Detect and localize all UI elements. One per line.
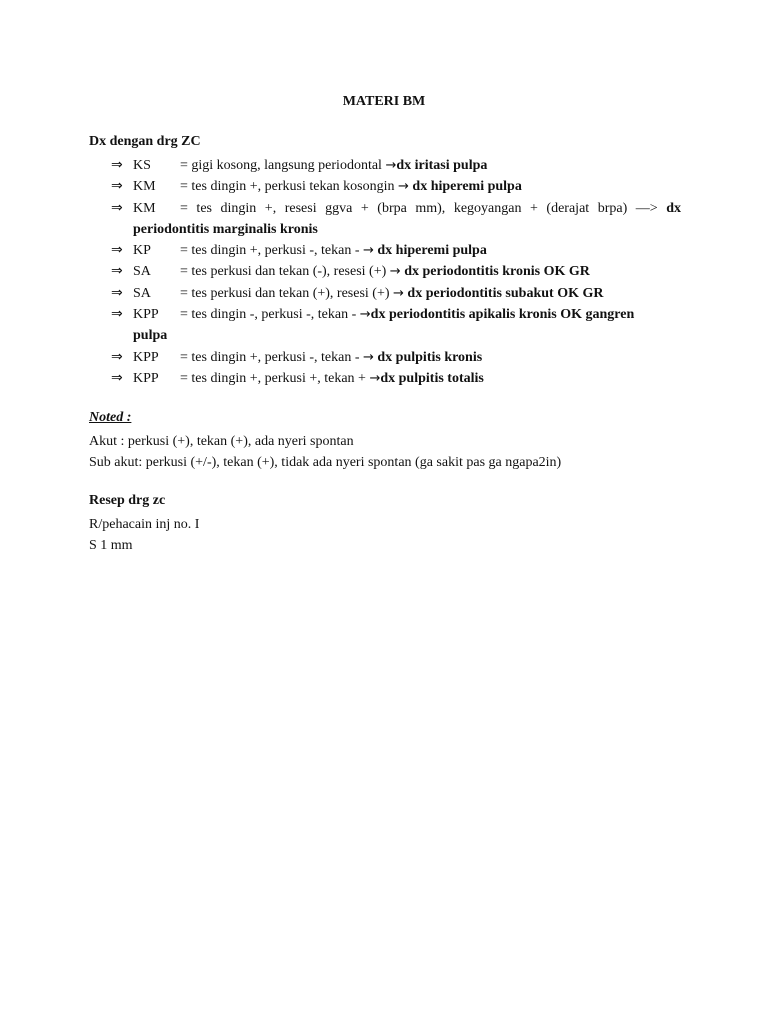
dx-diagnosis: dx pulpitis kronis — [373, 349, 483, 365]
dx-code: KM — [133, 179, 156, 195]
implies-arrow-icon: ⇒ — [111, 178, 123, 195]
dx-diagnosis-continued: pulpa — [133, 328, 168, 344]
dx-criteria: = tes dingin +, perkusi -, tekan - → dx hiperemi pulpa — [180, 243, 487, 259]
dx-code: KPP — [133, 307, 159, 323]
dx-code: KPP — [133, 370, 159, 386]
dx-list — [111, 155, 681, 389]
dx-code: SA — [133, 264, 151, 280]
dx-code: SA — [133, 285, 151, 301]
right-arrow-icon: → — [398, 179, 409, 195]
implies-arrow-icon: ⇒ — [111, 199, 123, 216]
dx-diagnosis: dx hiperemi pulpa — [408, 179, 522, 195]
list-item — [111, 261, 681, 282]
right-arrow-icon: → — [393, 285, 404, 301]
implies-arrow-icon: ⇒ — [111, 306, 123, 323]
list-item — [111, 198, 681, 241]
implies-arrow-icon: ⇒ — [111, 157, 123, 173]
noted-line: Akut : perkusi (+), tekan (+), ada nyeri spontan — [89, 434, 354, 449]
dx-diagnosis-continued: periodontitis marginalis kronis — [133, 221, 318, 237]
right-arrow-icon: → — [362, 349, 374, 365]
dx-code: KS — [133, 158, 151, 173]
right-arrow-icon: → — [385, 158, 397, 173]
implies-arrow-icon: ⇒ — [111, 369, 123, 386]
dx-code: KM — [133, 200, 156, 216]
dx-diagnosis: dx iritasi pulpa — [396, 158, 488, 173]
noted-heading: Noted : — [89, 410, 132, 425]
noted-line: Sub akut: perkusi (+/-), tekan (+), tidak ada nyeri spontan (ga sakit pas ga ngapa2in) — [89, 455, 562, 470]
dx-criteria: = gigi kosong, langsung periodontal →dx iritasi pulpa — [180, 158, 488, 173]
dx-code: KPP — [133, 349, 159, 365]
list-item — [111, 347, 681, 368]
dx-criteria: = tes dingin +, perkusi +, tekan + →dx pulpitis totalis — [180, 370, 484, 386]
dx-criteria: = tes dingin +, resesi ggva + (brpa mm), kegoyangan + (derajat brpa) —> dx — [180, 200, 681, 216]
dx-criteria: = tes perkusi dan tekan (-), resesi (+) → dx periodontitis kronis OK GR — [180, 264, 590, 280]
right-arrow-icon: → — [369, 370, 381, 386]
right-arrow-icon: → — [359, 307, 371, 323]
dx-diagnosis: dx periodontitis apikalis kronis OK gangren — [370, 307, 635, 323]
list-item — [111, 176, 681, 197]
resep-line: S 1 mm — [89, 538, 133, 553]
dx-diagnosis: dx periodontitis kronis OK GR — [400, 264, 590, 280]
list-item — [111, 155, 681, 176]
resep-line: R/pehacain inj no. I — [89, 517, 200, 532]
list-item — [111, 304, 681, 347]
list-item — [111, 368, 681, 389]
dx-diagnosis: dx — [666, 200, 681, 216]
list-item — [111, 283, 681, 304]
implies-arrow-icon: ⇒ — [111, 348, 123, 365]
dx-criteria: = tes dingin +, perkusi tekan kosongin → dx hiperemi pulpa — [180, 179, 522, 195]
implies-arrow-icon: ⇒ — [111, 284, 123, 301]
right-arrow-icon: → — [389, 264, 401, 280]
right-arrow-icon: → — [362, 243, 374, 259]
dx-heading: Dx dengan drg ZC — [89, 134, 201, 149]
dx-diagnosis: dx pulpitis totalis — [380, 370, 484, 386]
dx-diagnosis: dx hiperemi pulpa — [373, 243, 487, 259]
dx-code: KP — [133, 243, 151, 259]
implies-arrow-icon: ⇒ — [111, 263, 123, 280]
resep-heading: Resep drg zc — [89, 493, 166, 508]
dx-diagnosis: dx periodontitis subakut OK GR — [403, 285, 604, 301]
dx-criteria: = tes perkusi dan tekan (+), resesi (+) → dx periodontitis subakut OK GR — [180, 285, 604, 301]
dx-criteria: = tes dingin +, perkusi -, tekan - → dx pulpitis kronis — [180, 349, 483, 365]
dx-criteria: = tes dingin -, perkusi -, tekan - →dx periodontitis apikalis kronis OK gangren — [180, 307, 635, 323]
implies-arrow-icon: ⇒ — [111, 242, 123, 259]
page-title: MATERI BM — [342, 94, 426, 109]
list-item — [111, 240, 681, 261]
